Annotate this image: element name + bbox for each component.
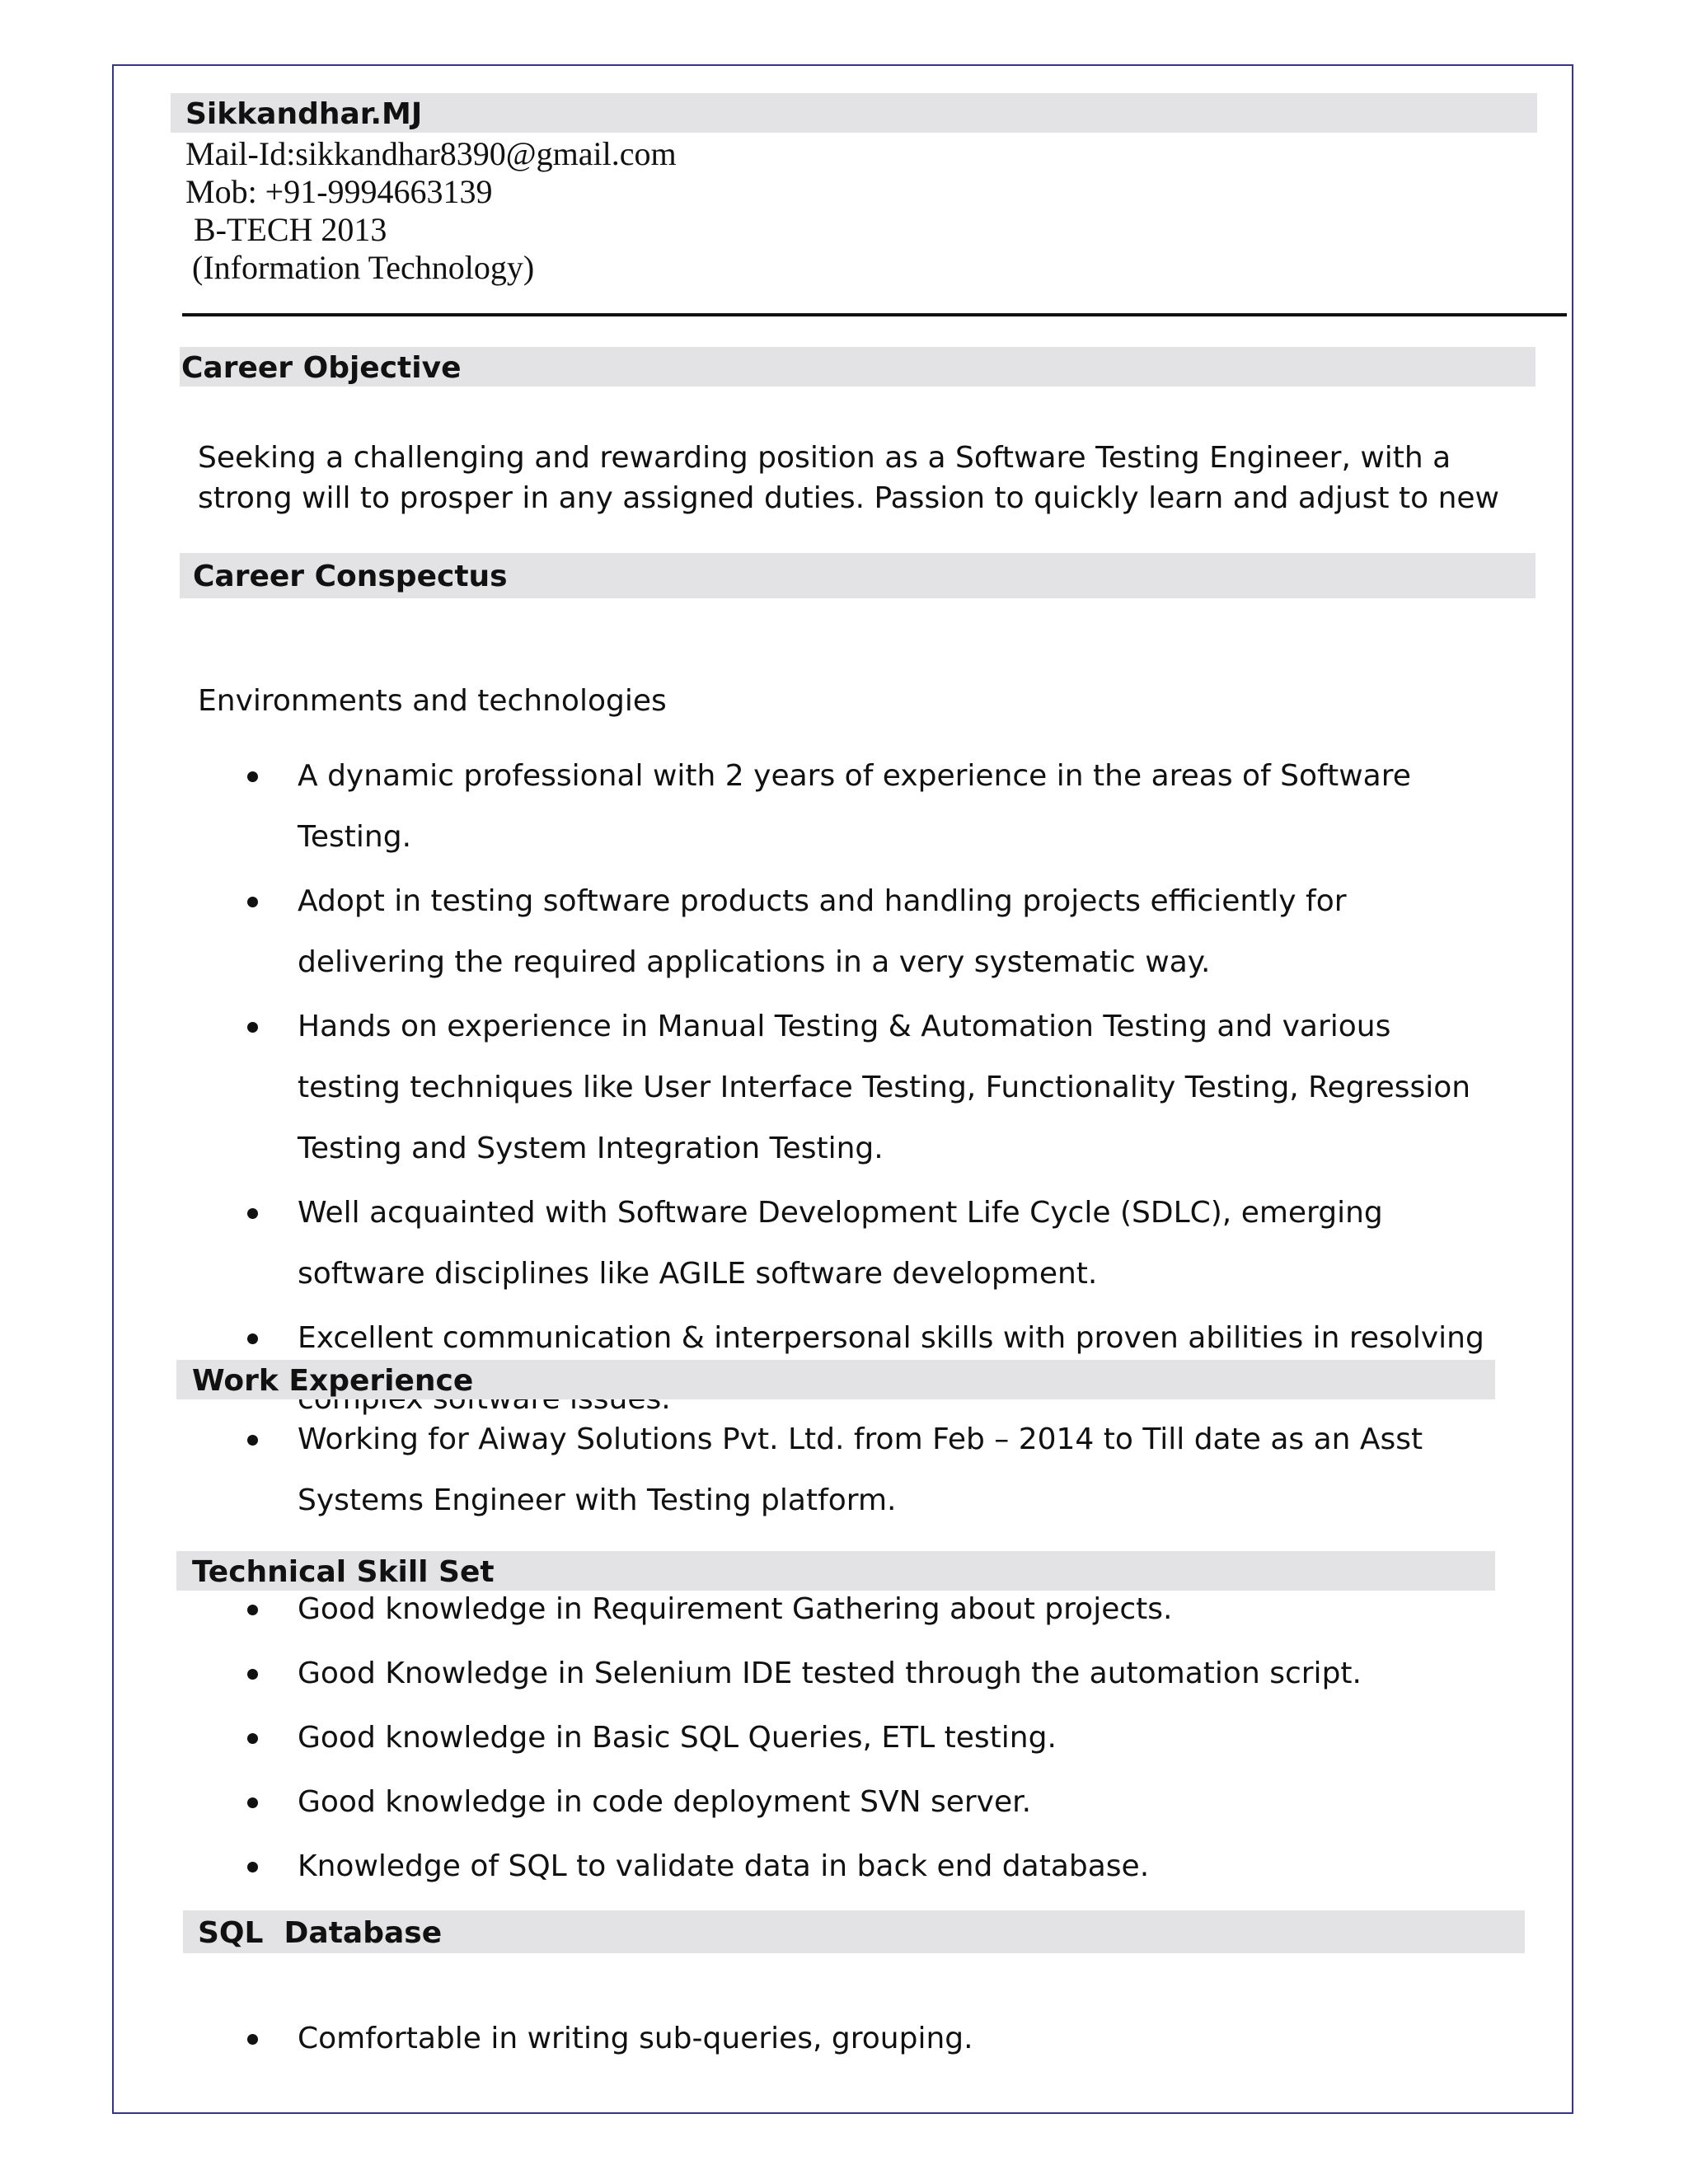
list-item-text: Adopt in testing software products and handling projects efficiently for delivering the required applications in a very systematic way.: [298, 884, 1347, 979]
bullet-icon: [247, 1862, 258, 1872]
degree-line: B-TECH 2013: [194, 211, 387, 248]
bullet-icon: [247, 1022, 258, 1033]
bullet-icon: [247, 1733, 258, 1744]
list-item: [247, 1843, 1500, 1891]
technical-skills-list: [247, 1586, 1500, 1891]
work-experience-heading: Work Experience: [192, 1364, 474, 1398]
list-item-text: Hands on experience in Manual Testing & Automation Testing and various testing techniques like User Interface Testing, Functionality Testing, Regression Testing and System Integration Testing.: [298, 1010, 1471, 1165]
header-divider: [182, 313, 1567, 316]
list-item-text: Knowledge of SQL to validate data in back end database.: [298, 1849, 1150, 1883]
list-item-text: Good knowledge in Requirement Gathering about projects.: [298, 1592, 1173, 1626]
list-item: [247, 1409, 1500, 1531]
email-line: Mail-Id:sikkandhar8390@gmail.com: [185, 135, 677, 172]
bullet-icon: [247, 771, 258, 782]
career-objective-heading-bar: [180, 347, 1536, 387]
list-item: [247, 996, 1500, 1179]
technical-skills-heading: Technical Skill Set: [192, 1555, 495, 1589]
candidate-name-bar: [171, 93, 1537, 133]
branch-line: (Information Technology): [192, 249, 535, 286]
list-item-text: Good knowledge in code deployment SVN server.: [298, 1785, 1032, 1819]
career-conspectus-heading-bar: [180, 553, 1536, 598]
list-item: [247, 1650, 1500, 1698]
work-experience-list: [247, 1409, 1500, 1531]
list-item: [247, 1586, 1500, 1633]
list-item-text: Good Knowledge in Selenium IDE tested through the automation script.: [298, 1657, 1362, 1690]
bullet-icon: [247, 1605, 258, 1615]
list-item-text: Working for Aiway Solutions Pvt. Ltd. from Feb – 2014 to Till date as an Asst Systems Engineer with Testing platform.: [298, 1422, 1423, 1517]
sql-database-heading-bar: [183, 1910, 1525, 1953]
list-item: [247, 871, 1500, 993]
technical-skills-heading-bar: [176, 1551, 1495, 1591]
work-experience-heading-bar: [176, 1360, 1495, 1399]
list-item-text: Comfortable in writing sub-queries, grouping.: [298, 2022, 973, 2055]
list-item: [247, 1779, 1500, 1826]
sql-database-list: [247, 2015, 1500, 2063]
bullet-icon: [247, 1208, 258, 1219]
career-conspectus-heading: Career Conspectus: [193, 560, 508, 593]
bullet-icon: [247, 1669, 258, 1680]
bullet-icon: [247, 1435, 258, 1446]
list-item: [247, 746, 1500, 868]
sql-database-heading: SQL Database: [198, 1916, 443, 1950]
bullet-icon: [247, 897, 258, 907]
bullet-icon: [247, 2034, 258, 2045]
list-item-text: Well acquainted with Software Development Life Cycle (SDLC), emerging software disciplines like AGILE software development.: [298, 1196, 1383, 1291]
candidate-name: Sikkandhar.MJ: [185, 97, 423, 131]
list-item-text: A dynamic professional with 2 years of experience in the areas of Software Testing.: [298, 759, 1411, 854]
list-item: [247, 2015, 1500, 2063]
career-objective-text: Seeking a challenging and rewarding position as a Software Testing Engineer, with a strong will to prosper in any assigned duties. Passion to quickly learn and adjust to new: [198, 441, 1499, 515]
bullet-icon: [247, 1797, 258, 1808]
environments-subheading: Environments and technologies: [198, 684, 667, 718]
list-item: [247, 1714, 1500, 1762]
career-objective-heading: Career Objective: [181, 351, 462, 385]
mobile-line: Mob: +91-9994663139: [185, 173, 493, 210]
list-item-text: Excellent communication & interpersonal skills with proven abilities in resolving: [298, 1321, 1484, 1355]
list-item: [247, 1183, 1500, 1305]
bullet-icon: [247, 1333, 258, 1344]
career-conspectus-list: [247, 746, 1500, 1430]
list-item-text: Good knowledge in Basic SQL Queries, ETL testing.: [298, 1721, 1057, 1755]
